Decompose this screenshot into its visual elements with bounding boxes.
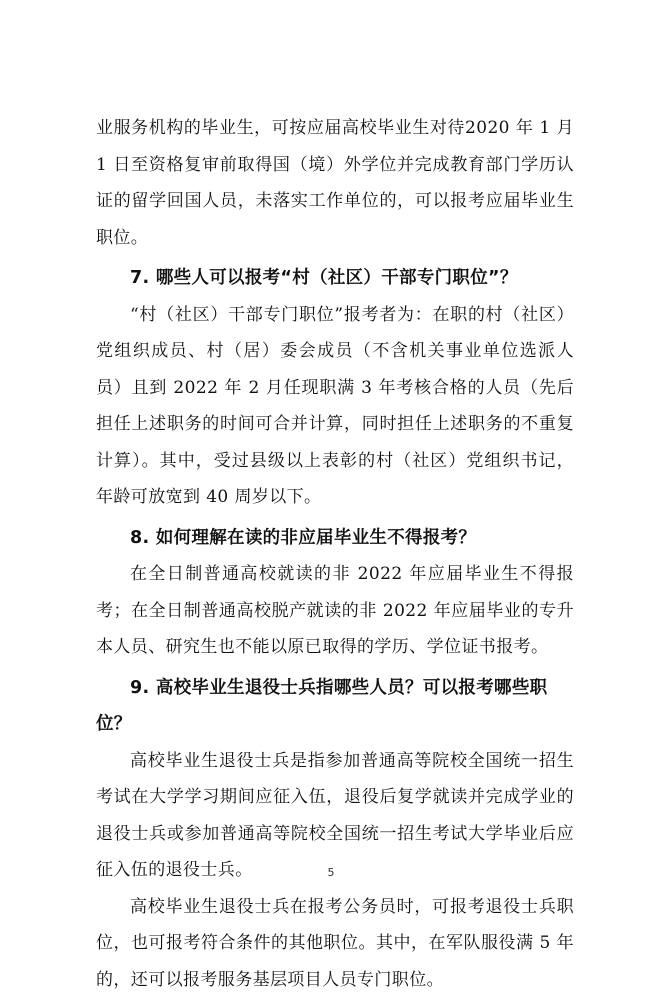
- question-7-heading: 7. 哪些人可以报考“村（社区）干部专门职位”？: [96, 260, 574, 297]
- question-8-heading: 8. 如何理解在读的非应届毕业生不得报考？: [96, 520, 574, 557]
- paragraph-continued: 业服务机构的毕业生，可按应届高校毕业生对待2020 年 1 月 1 日至资格复审前取得国（境）外学位并完成教育部门学历认证的留学回国人员，未落实工作单位的，可以报考应届毕业生职位。: [96, 110, 574, 256]
- document-body: [96, 110, 574, 998]
- page-number: 5: [0, 866, 662, 879]
- question-9-answer-2: 高校毕业生退役士兵在报考公务员时，可报考退役士兵职位，也可报考符合条件的其他职位。其中，在军队服役满 5 年的，还可以报考服务基层项目人员专门职位。: [96, 889, 574, 998]
- question-7-answer: “村（社区）干部专门职位”报考者为：在职的村（社区）党组织成员、村（居）委会成员（不含机关事业单位选派人员）且到 2022 年 2 月任现职满 3 年考核合格的人员（先后担任上述职务的时间可合并计算，同时担任上述职务的不重复计算）。其中，受过县级以上表彰的村（社区）党组织书记，年龄可放宽到 40 周岁以下。: [96, 297, 574, 516]
- question-9-answer-1: 高校毕业生退役士兵是指参加普通高等院校全国统一招生考试在大学学习期间应征入伍，退役后复学就读并完成学业的退役士兵或参加普通高等院校全国统一招生考试大学毕业后应征入伍的退役士兵。: [96, 743, 574, 889]
- question-9-heading: 9. 高校毕业生退役士兵指哪些人员？可以报考哪些职位？: [96, 670, 574, 743]
- question-8-answer: 在全日制普通高校就读的非 2022 年应届毕业生不得报考；在全日制普通高校脱产就读的非 2022 年应届毕业的专升本人员、研究生也不能以原已取得的学历、学位证书报考。: [96, 556, 574, 666]
